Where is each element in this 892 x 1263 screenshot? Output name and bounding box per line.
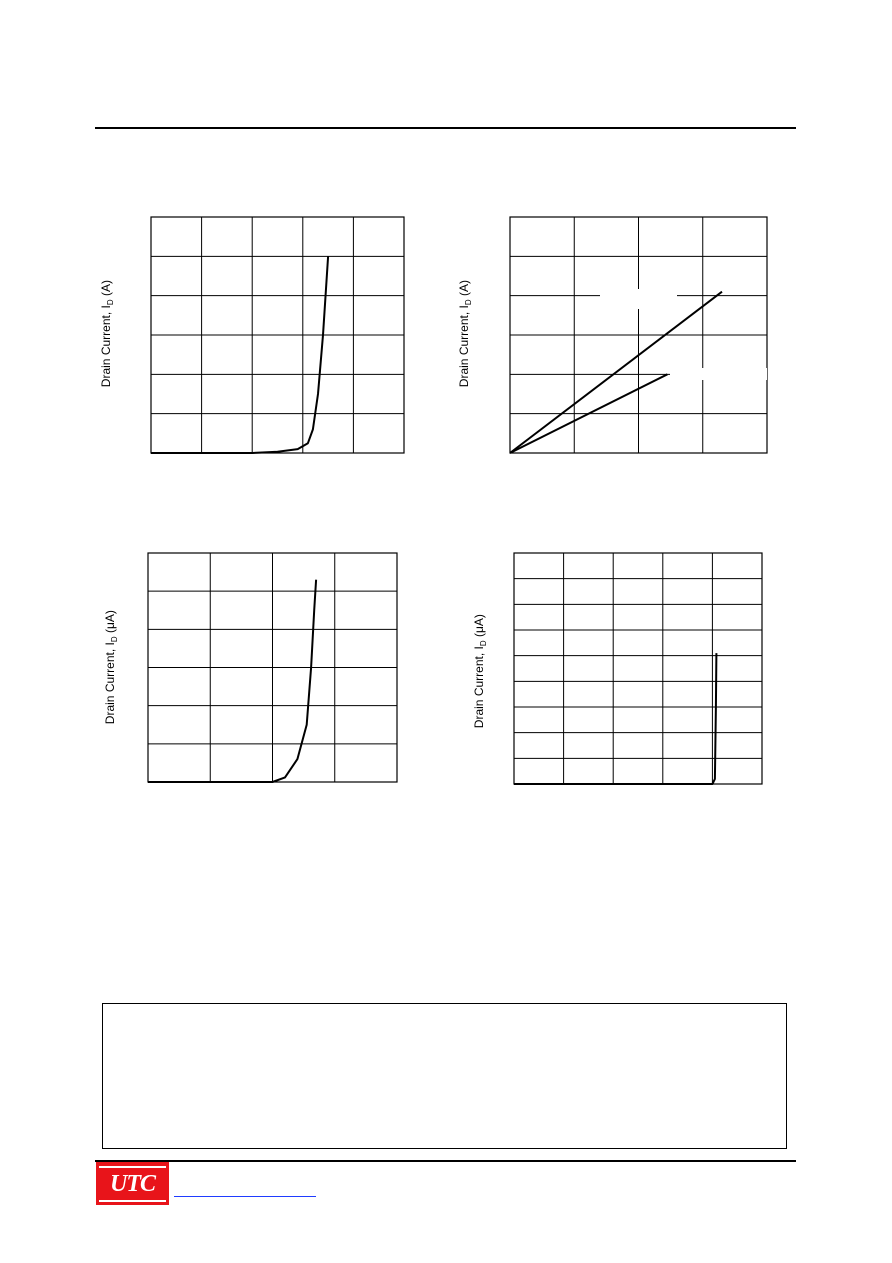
notice-box [102, 1003, 787, 1149]
chart-4-frame [514, 553, 762, 784]
logo-text: UTC [99, 1166, 166, 1202]
chart-3-frame [148, 553, 397, 782]
chart-2-frame [510, 217, 767, 453]
chart-4-ylabel: Drain Current, $I_D$ (μA) [471, 614, 489, 729]
chart-1-series-1 [151, 256, 328, 453]
utc-logo [96, 1162, 169, 1205]
chart-3-series-1 [148, 580, 316, 782]
chart-2-ylabel: Drain Current, $I_D$ (A) [456, 280, 474, 388]
chart-4-series-1 [514, 653, 716, 784]
chart-2-series-1 [510, 292, 722, 453]
chart-1-ylabel: Drain Current, $I_D$ (A) [98, 280, 116, 388]
chart-2-series-2 [510, 374, 667, 453]
chart-2-label-gap [670, 368, 767, 380]
chart-2-label-gap [600, 289, 677, 309]
header-rule [95, 127, 796, 129]
chart-3-ylabel: Drain Current, $I_D$ (μA) [102, 610, 120, 725]
chart-1-frame [151, 217, 404, 453]
web-link[interactable] [174, 1196, 316, 1197]
footer-rule [95, 1160, 796, 1162]
